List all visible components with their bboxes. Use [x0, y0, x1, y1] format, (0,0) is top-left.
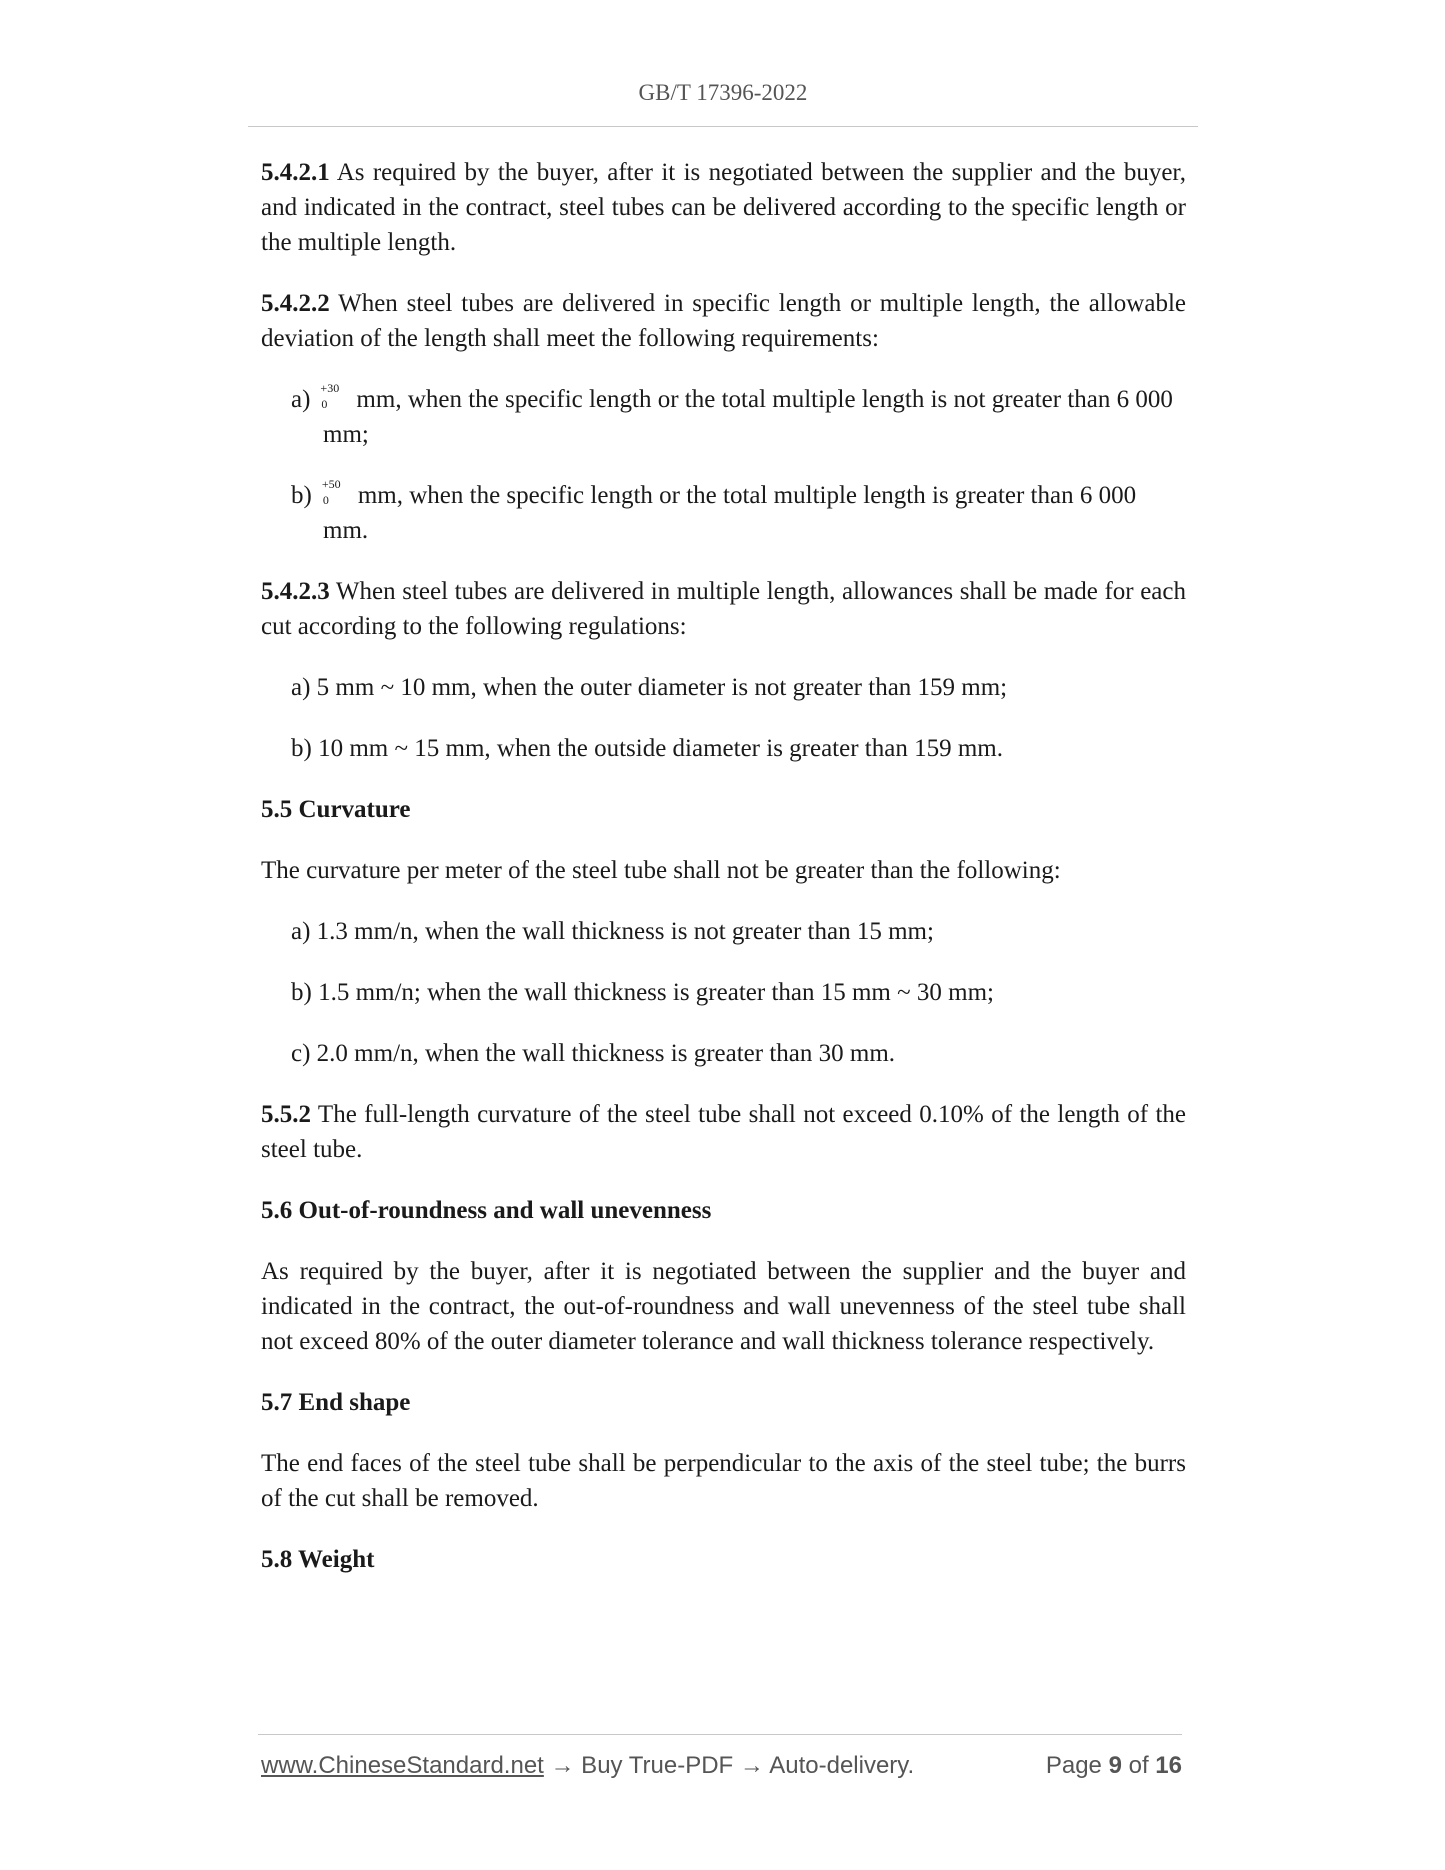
clause-text: When steel tubes are delivered in multiple length, allowances shall be made for each cut according to the following regulations:: [261, 578, 1186, 640]
length-item-b: [291, 478, 1186, 548]
clause-number: 5.5.2: [261, 1101, 311, 1128]
document-body: [261, 155, 1186, 1603]
heading-5-8: 5.8 Weight: [261, 1546, 375, 1573]
heading-5-6: 5.6 Out-of-roundness and wall unevenness: [261, 1197, 712, 1224]
tolerance-lower: 0: [322, 493, 329, 507]
curvature-item-b: b) 1.5 mm/n; when the wall thickness is greater than 15 mm ~ 30 mm;: [291, 979, 994, 1006]
page-footer: [261, 1752, 1182, 1788]
curvature-intro: The curvature per meter of the steel tube shall not be greater than the following:: [261, 857, 1061, 884]
header-divider: [248, 126, 1198, 127]
clause-5-4-2-1: [261, 155, 1186, 260]
clause-number: 5.4.2.3: [261, 578, 330, 605]
footer-divider: [258, 1734, 1182, 1735]
clause-text: As required by the buyer, after it is negotiated between the supplier and the buyer, and indicated in the contract, steel tubes can be delivered according to the specific length or the multiple length.: [261, 159, 1186, 256]
heading-5-5: 5.5 Curvature: [261, 796, 411, 823]
heading-5-7: 5.7 End shape: [261, 1389, 411, 1416]
footer-promo: [261, 1752, 914, 1780]
clause-text: When steel tubes are delivered in specific length or multiple length, the allowable deviation of the length shall meet the following requirements:: [261, 290, 1186, 352]
page-counter: [1046, 1752, 1182, 1780]
page-header: GB/T 17396-2022: [638, 80, 808, 105]
promo-text: → Buy True-PDF → Auto-delivery.: [543, 1752, 915, 1779]
curvature-item-a: a) 1.3 mm/n, when the wall thickness is not greater than 15 mm;: [291, 918, 934, 945]
tolerance-stack: [318, 477, 346, 511]
clause-5-4-2-2: [261, 286, 1186, 356]
item-text: mm, when the specific length or the total multiple length is not greater than 6 000 mm;: [323, 386, 1173, 448]
total-pages: 16: [1155, 1752, 1182, 1779]
tolerance-stack: [316, 381, 344, 415]
of-word: of: [1128, 1752, 1149, 1779]
length-item-a: [291, 382, 1186, 452]
page-word: Page: [1045, 1752, 1102, 1779]
tolerance-upper: +50: [321, 477, 341, 491]
clause-5-4-2-3: [261, 574, 1186, 644]
clause-number: 5.4.2.2: [261, 290, 330, 317]
cut-item-b: b) 10 mm ~ 15 mm, when the outside diameter is greater than 159 mm.: [291, 735, 1003, 762]
tolerance-upper: +30: [320, 381, 340, 395]
item-label: b): [291, 482, 312, 509]
tolerance-lower: 0: [321, 397, 328, 411]
item-text: mm, when the specific length or the total multiple length is greater than 6 000 mm.: [323, 482, 1137, 544]
clause-number: 5.4.2.1: [261, 159, 330, 186]
end-shape-text: The end faces of the steel tube shall be perpendicular to the axis of the steel tube; the burrs of the cut shall be removed.: [261, 1450, 1186, 1512]
cut-item-a: a) 5 mm ~ 10 mm, when the outer diameter is not greater than 159 mm;: [291, 674, 1008, 701]
item-label: a): [291, 386, 311, 413]
out-of-roundness-text: As required by the buyer, after it is negotiated between the supplier and the buyer and indicated in the contract, the out-of-roundness and wall unevenness of the steel tube shall not exceed 80% of the outer diameter tolerance and wall thickness tolerance respectively.: [261, 1258, 1186, 1355]
page-number: 9: [1108, 1752, 1122, 1779]
site-link[interactable]: www.ChineseStandard.net: [261, 1752, 544, 1779]
clause-text: The full-length curvature of the steel tube shall not exceed 0.10% of the length of the steel tube.: [261, 1101, 1186, 1163]
clause-5-5-2: [261, 1097, 1186, 1167]
curvature-item-c: c) 2.0 mm/n, when the wall thickness is greater than 30 mm.: [291, 1040, 896, 1067]
